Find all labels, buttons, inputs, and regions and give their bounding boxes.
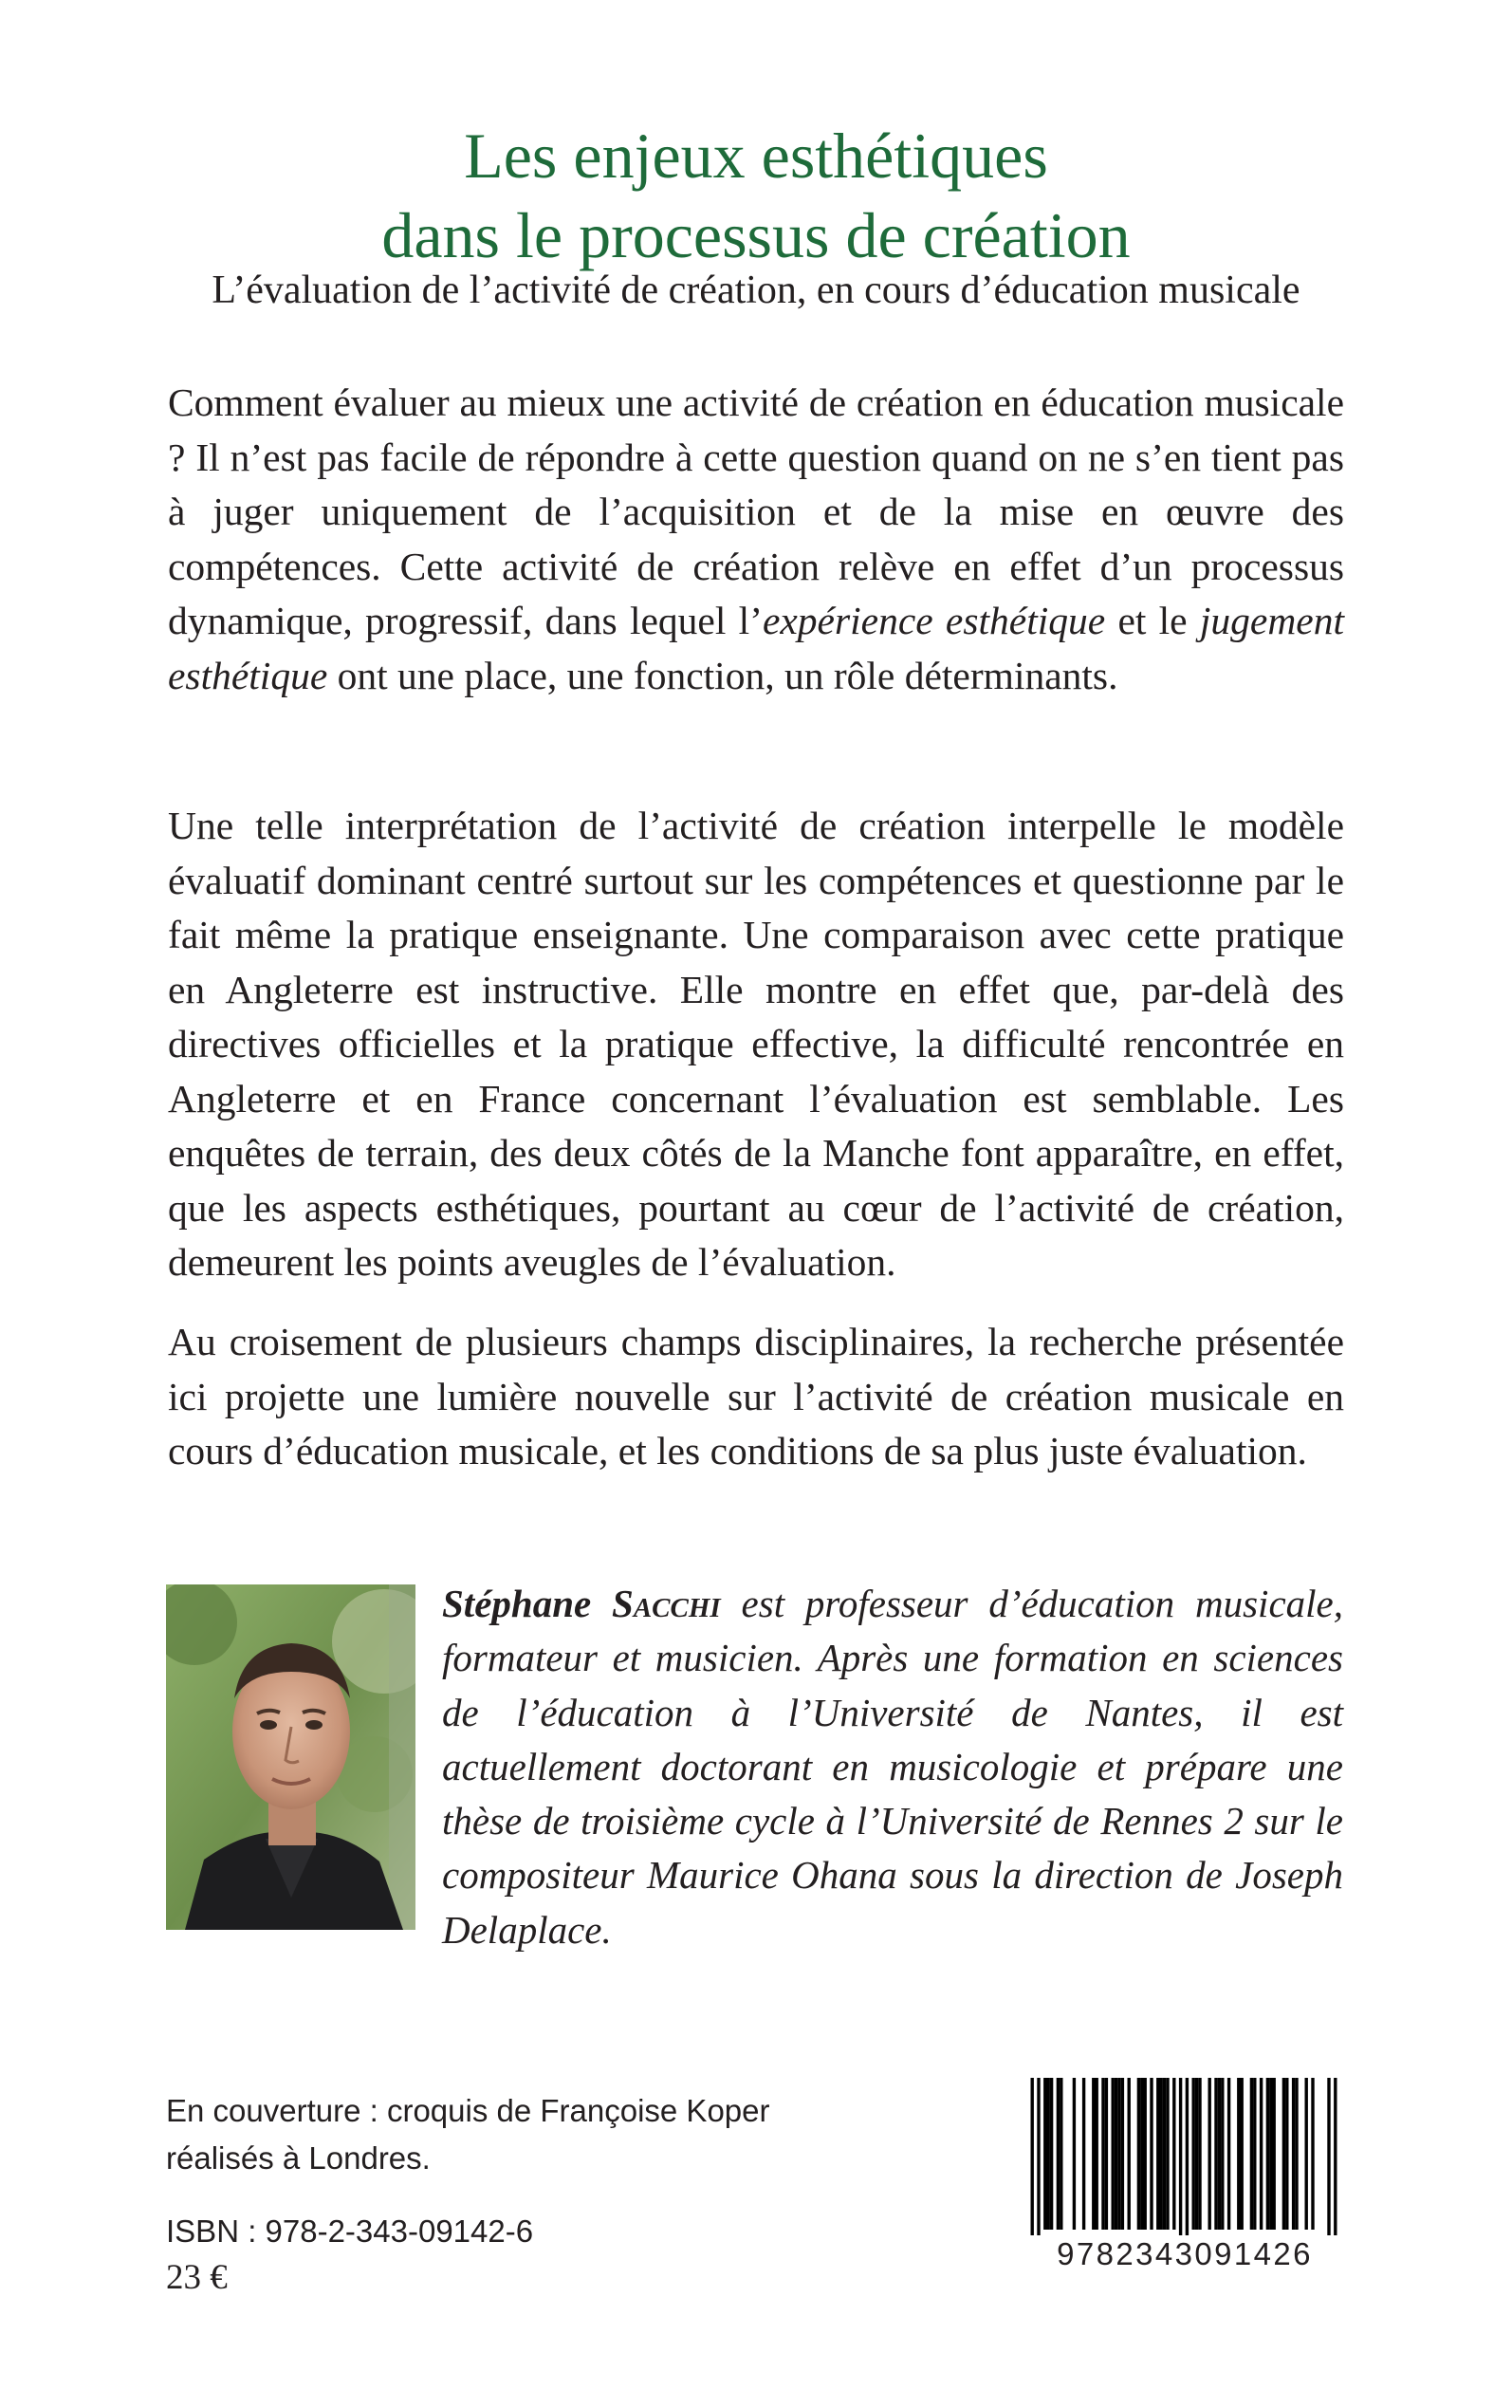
barcode-bar [1282,2078,1285,2230]
barcode-bar [1101,2078,1104,2230]
barcode-bar [1117,2078,1120,2230]
barcode-bar [1250,2078,1253,2230]
author-last-name: Sacchi [612,1582,721,1625]
barcode-bar [1163,2078,1166,2230]
price: 23 € [166,2258,228,2297]
book-title [0,116,1512,275]
barcode-bar [1218,2078,1221,2230]
barcode-bar [1140,2078,1143,2230]
summary-paragraph-1 [168,376,1344,703]
barcode-bar [1221,2078,1224,2230]
barcode-bar [1253,2078,1256,2230]
barcode-bar [1208,2078,1211,2230]
author-bio-text: est professeur d’éducation musicale, formateur et musicien. Après une formation en sciences de l’éducation à l’Université de Nantes, il est actuellement doctorant en musicologie et prépare une thèse de troisième cycle à l’Université de Rennes 2 sur le compositeur Maurice Ohana sous la direction de Joseph Delaplace. [442,1582,1343,1952]
title-line-1: Les enjeux esthétiques [464,120,1048,192]
barcode-bar [1112,2078,1115,2230]
barcode-bar [1073,2078,1076,2230]
barcode-bars [1017,2078,1351,2239]
barcode-bar [1198,2078,1201,2230]
barcode-bar [1260,2078,1263,2230]
barcode-bar [1311,2078,1314,2230]
barcode-bar [1121,2078,1124,2230]
p1-text-1: Comment évaluer au mieux une activité de création en éducation musicale ? Il n’est pas facile de répondre à cette question quand on ne s’en tient pas à juger uniquement de l’acquisition et de la mise en œuvre des compétences. Cette activité de création relève en effet d’un processus dynamique, progressif, dans lequel l’ [168,380,1344,642]
author-photo [166,1584,415,1930]
cover-credit [166,2087,770,2182]
barcode-bar [1214,2078,1217,2230]
barcode-bar [1082,2078,1085,2230]
barcode-bar [1273,2078,1276,2230]
p1-italic-1: expérience esthétique [762,599,1106,642]
p1-text-2: et le [1105,599,1200,642]
summary-paragraph-2: Une telle interprétation de l’activité de création interpelle le modèle évaluatif dominant centré surtout sur les compétences et questionne par le fait même la pratique enseignante. Une comparaison avec cette pratique en Angleterre est instructive. Elle montre en effet que, par-delà des directives officielles et la pratique effective, la difficulté rencontrée en Angleterre et en France concernant l’évaluation est semblable. Les enquêtes de terrain, des deux côtés de la Manche font apparaître, en effet, que les aspects esthétiques, pourtant au cœur de l’activité de création, demeurent les points aveugles de l’évaluation. [168,804,1344,1284]
barcode-bar [1334,2078,1337,2239]
barcode-bar [1092,2078,1095,2230]
barcode-bar [1166,2078,1169,2230]
summary-paragraph-3: Au croisement de plusieurs champs disciplinaires, la recherche présentée ici projette une lumière nouvelle sur l’activité de création musicale en cours d’éducation musicale, et les conditions de sa plus juste évaluation. [168,1320,1344,1473]
barcode-bar [1266,2078,1269,2230]
barcode-bar [1115,2078,1117,2230]
barcode-bar [1292,2078,1295,2230]
barcode-bar [1295,2078,1298,2230]
barcode-bar [1195,2078,1198,2230]
barcode-bar [1192,2078,1195,2230]
author-bio [442,1577,1343,1957]
barcode-number: 9782343091426 [1023,2235,1346,2273]
cover-credit-line-1: En couverture : croquis de Françoise Koper [166,2093,770,2128]
barcode-bar [1050,2078,1053,2230]
barcode-bar [1144,2078,1147,2230]
barcode-bar [1179,2078,1182,2239]
barcode-bar [1269,2078,1272,2230]
barcode-bar [1285,2078,1288,2230]
barcode-bar [1060,2078,1062,2230]
barcode-bar [1186,2078,1189,2239]
isbn: ISBN : 978-2-343-09142-6 [166,2214,534,2249]
barcode-bar [1237,2078,1240,2230]
book-subtitle: L’évaluation de l’activité de création, en cours d’éducation musicale [212,269,1300,312]
barcode-bar [1096,2078,1098,2230]
title-line-2: dans le processus de création [381,199,1131,271]
barcode-bar [1227,2078,1230,2230]
barcode-bar [1031,2078,1034,2239]
barcode-bar [1327,2078,1330,2239]
barcode-bar [1043,2078,1046,2230]
barcode-bar [1128,2078,1131,2230]
barcode-bar [1156,2078,1159,2230]
barcode-bar [1241,2078,1244,2230]
barcode-bar [1057,2078,1060,2230]
barcode-bar [1037,2078,1040,2239]
barcode-bar [1105,2078,1108,2230]
p1-italic-2: jugement esthétique [168,599,1344,697]
p1-text-3: ont une place, une fonction, un rôle déterminants. [327,653,1118,697]
barcode-bar [1150,2078,1152,2230]
barcode-bar [1137,2078,1140,2230]
cover-credit-line-2: réalisés à Londres. [166,2140,431,2176]
barcode-bar [1305,2078,1308,2230]
author-first-name: Stéphane [442,1582,592,1625]
barcode-bar [1160,2078,1163,2230]
barcode-bar [1172,2078,1175,2230]
barcode-bar [1047,2078,1050,2230]
